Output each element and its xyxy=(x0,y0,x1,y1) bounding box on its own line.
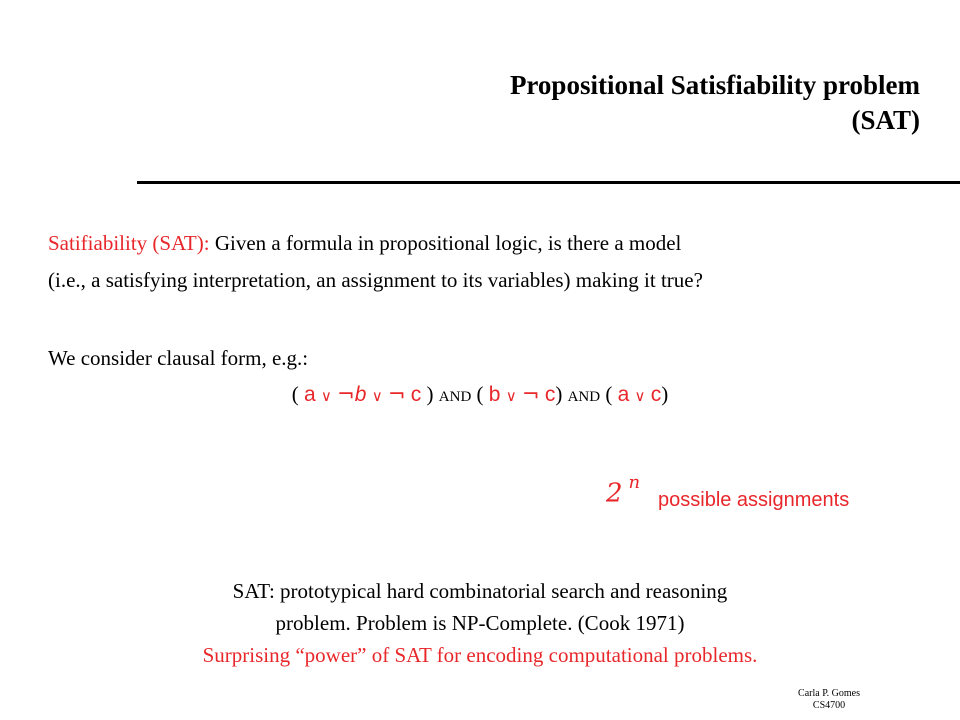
title-line-2: (SAT) xyxy=(851,105,920,135)
paren-close-2: ) xyxy=(555,382,563,406)
paren-close-1: ) xyxy=(421,382,434,406)
slide-footer xyxy=(798,688,860,712)
paren-close-3: ) xyxy=(661,382,669,406)
definition-term: Satifiability (SAT): xyxy=(48,231,210,255)
possible-assignments-label: possible assignments xyxy=(658,489,850,511)
footer-course: CS4700 xyxy=(812,700,846,711)
var-c-1: c xyxy=(410,383,422,406)
title-line-1: Propositional Satisfiability problem xyxy=(509,70,920,100)
var-c-3: c xyxy=(650,383,662,406)
paren-open-1: ( xyxy=(291,382,304,406)
clausal-intro: We consider clausal form, e.g.: xyxy=(48,346,309,370)
or-symbol: ∨ xyxy=(371,387,383,405)
var-c-2: c xyxy=(544,383,556,406)
or-symbol: ∨ xyxy=(634,387,646,405)
not-symbol: ¬ xyxy=(521,382,540,406)
sat-summary-line-2: problem. Problem is NP-Complete. (Cook 1971) xyxy=(275,611,685,635)
footer-author: Carla P. Gomes xyxy=(798,688,860,699)
definition-line-2: (i.e., a satisfying interpretation, an assignment to its variables) making it true? xyxy=(48,268,703,292)
definition-text: Given a formula in propositional logic, is there a model xyxy=(209,231,682,255)
definition-line-1 xyxy=(48,230,681,256)
and-word: AND xyxy=(567,389,601,405)
slide-title xyxy=(510,68,920,138)
sat-summary-line-1: SAT: prototypical hard combinatorial search and reasoning xyxy=(232,579,728,603)
two-to-the-n xyxy=(606,472,641,509)
paren-open-3: ( xyxy=(605,382,618,406)
var-a-3: a xyxy=(617,383,630,406)
not-symbol: ¬ xyxy=(337,382,355,406)
paren-open-2: ( xyxy=(476,382,489,406)
var-b-1: b xyxy=(354,383,367,406)
cnf-formula xyxy=(0,382,960,407)
title-divider xyxy=(137,181,960,184)
sat-summary-line-3: Surprising “power” of SAT for encoding computational problems. xyxy=(202,643,758,667)
or-symbol: ∨ xyxy=(320,387,332,405)
or-symbol: ∨ xyxy=(505,387,517,405)
var-a-1: a xyxy=(303,383,316,406)
two-base: 2 xyxy=(606,478,623,509)
not-symbol: ¬ xyxy=(387,382,406,406)
exponent-n: n xyxy=(628,472,641,493)
and-word: AND xyxy=(438,389,472,405)
var-b-2: b xyxy=(488,383,501,406)
